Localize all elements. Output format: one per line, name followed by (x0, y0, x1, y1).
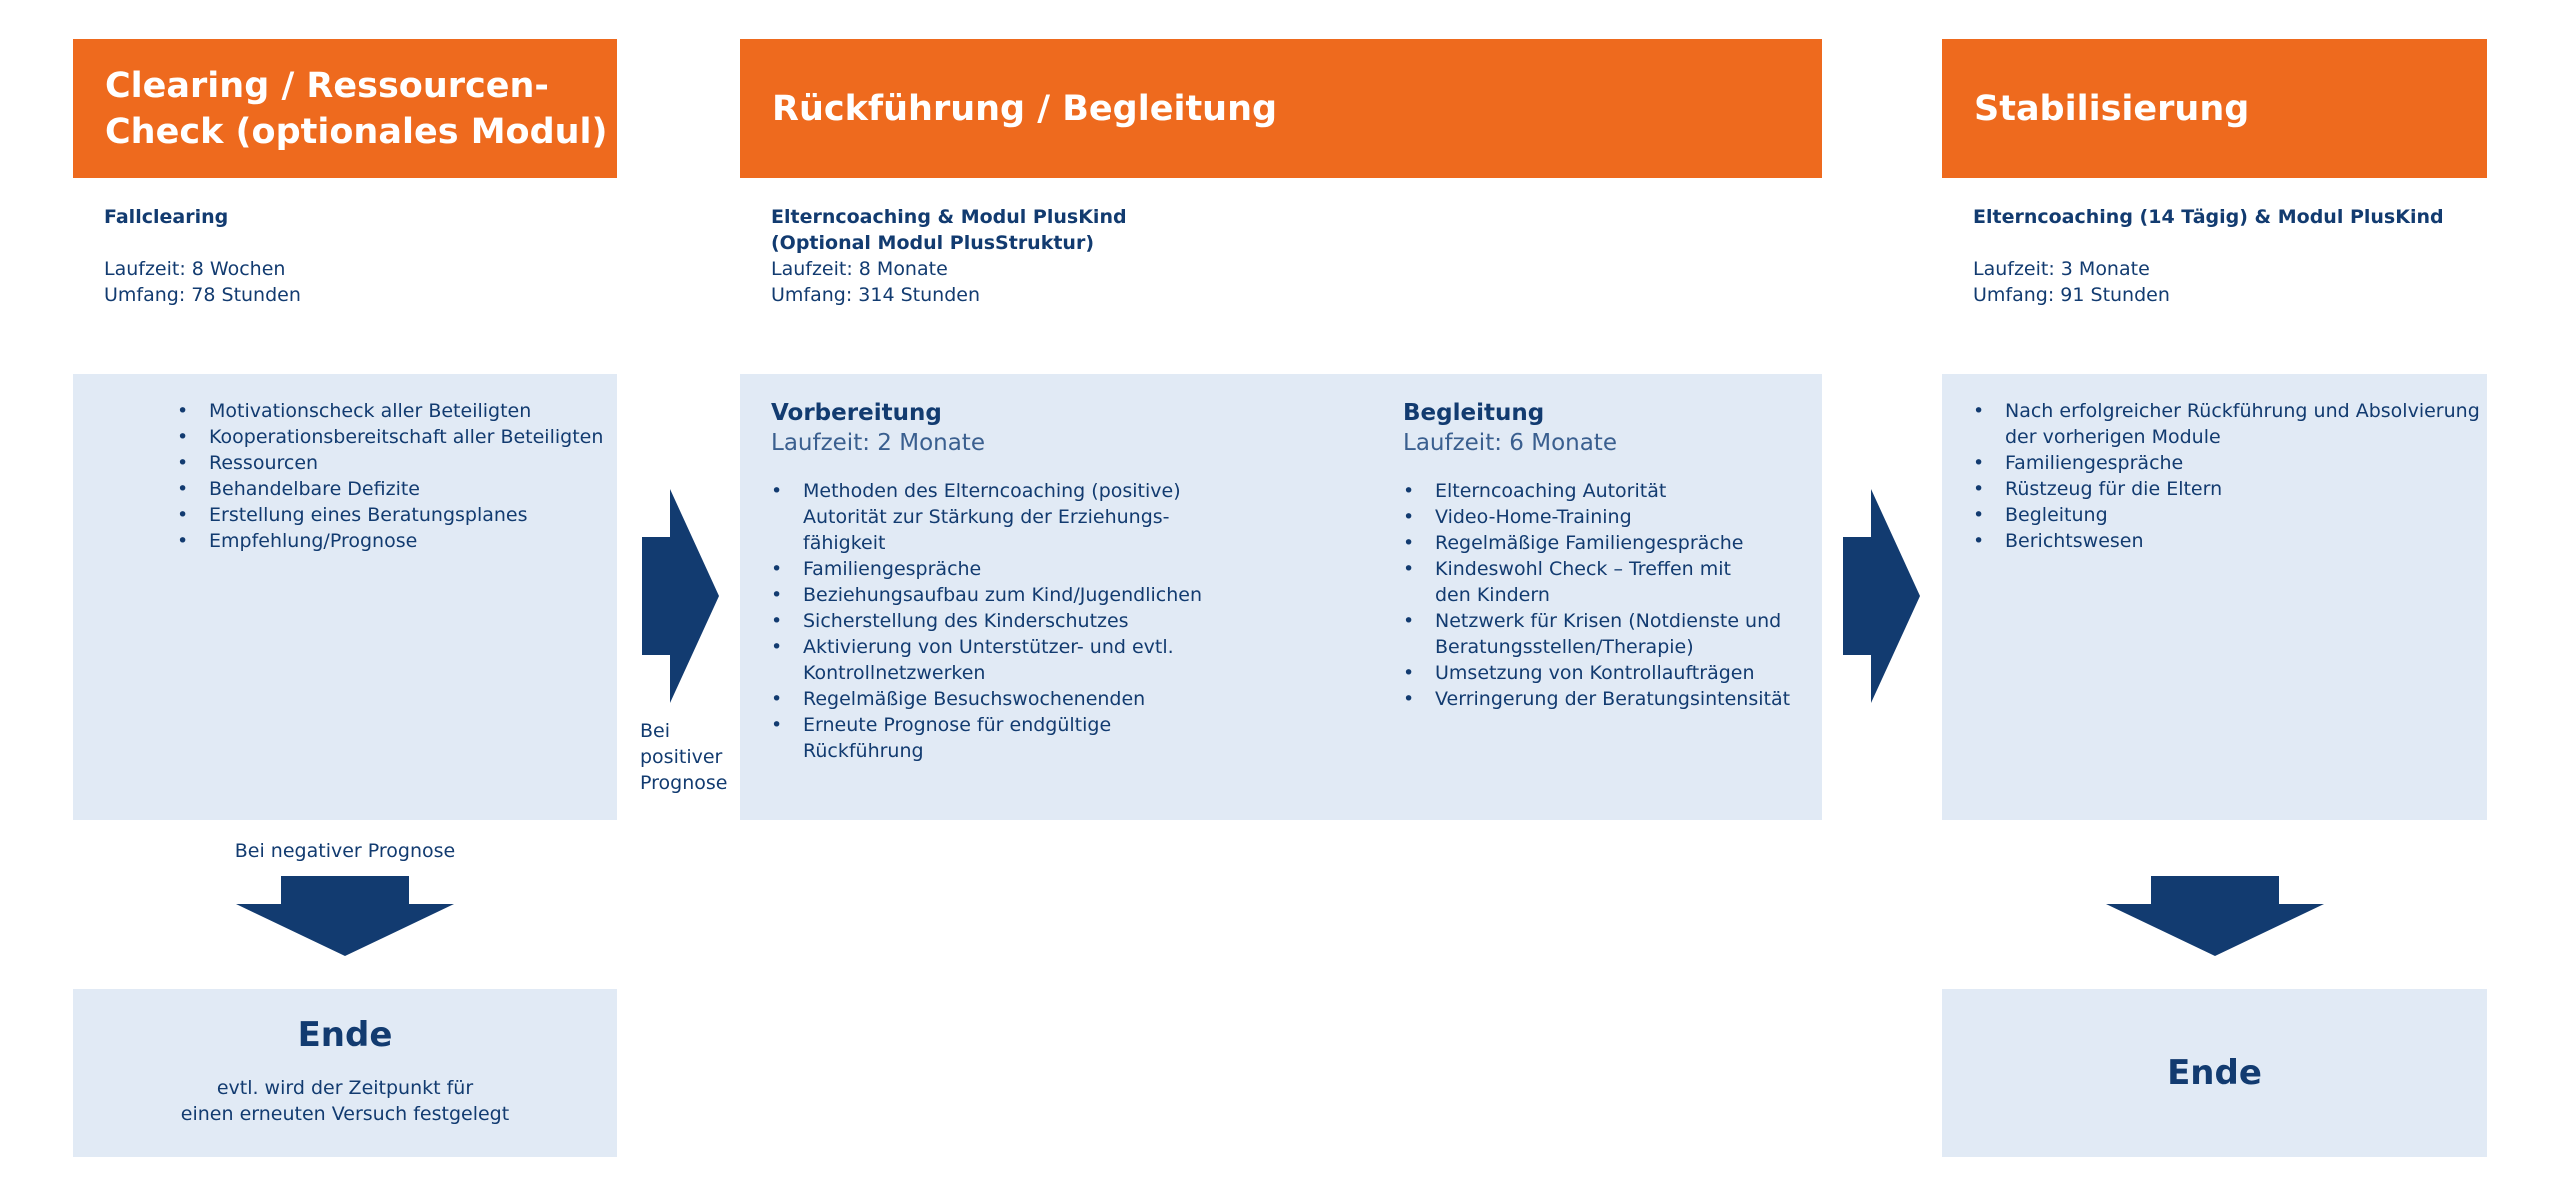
begleitung-laufzeit: Laufzeit: 6 Monate (1403, 430, 1617, 456)
vorbereitung-title: Vorbereitung (771, 400, 942, 426)
begleitung-bullet-item: • Video-Home-Training (1403, 504, 1803, 530)
stabilisierung-end-title: Ende (2167, 1053, 2262, 1093)
stabilisierung-header (1942, 39, 2487, 178)
begleitung-bullet-item: • Umsetzung von Kontrollaufträgen (1403, 660, 1803, 686)
clearing-content-box (73, 374, 617, 820)
stabilisierung-end-box (1942, 989, 2487, 1157)
stabilisierung-laufzeit: Laufzeit: 3 Monate (1973, 258, 2150, 280)
begleitung-bullet-list (1403, 478, 1803, 712)
vorbereitung-bullet-item: • Regelmäßige Besuchswochenenden (771, 686, 1371, 712)
begleitung-section (1403, 398, 1803, 712)
clearing-header-title: Clearing / Ressourcen- Check (optionales Modul) (105, 65, 608, 152)
stabilisierung-bullet-item: • Begleitung (1973, 502, 2487, 528)
clearing-info-title: Fallclearing (104, 206, 229, 228)
clearing-end-line1: evtl. wird der Zeitpunkt für (216, 1077, 474, 1099)
stabilisierung-umfang: Umfang: 91 Stunden (1973, 284, 2170, 306)
vorbereitung-bullet-item: • Methoden des Elterncoaching (positive) Autorität zur Stärkung der Erziehungs- fähigkeit (771, 478, 1371, 556)
begleitung-bullet-item: • Elterncoaching Autorität (1403, 478, 1803, 504)
rueckfuehrung-laufzeit: Laufzeit: 8 Monate (771, 258, 948, 280)
negative-prognosis-label: Bei negativer Prognose (234, 840, 456, 862)
clearing-info (104, 204, 604, 308)
begleitung-bullet-item: • Netzwerk für Krisen (Notdienste und Beratungsstellen/Therapie) (1403, 608, 1803, 660)
clearing-umfang: Umfang: 78 Stunden (104, 284, 301, 306)
begleitung-bullet-item: • Regelmäßige Familiengespräche (1403, 530, 1803, 556)
clearing-bullet-item: • Behandelbare Defizite (177, 476, 617, 502)
clearing-bullet-list (177, 398, 617, 554)
begleitung-bullet-item: • Kindeswohl Check – Treffen mit den Kindern (1403, 556, 1803, 608)
rueckfuehrung-info (771, 204, 1471, 308)
vorbereitung-bullet-item: • Erneute Prognose für endgültige Rückführung (771, 712, 1371, 764)
stabilisierung-bullet-item: • Familiengespräche (1973, 450, 2487, 476)
arrow-down-right-icon (2106, 876, 2324, 956)
rueckfuehrung-info-title-2: (Optional Modul PlusStruktur) (771, 232, 1095, 254)
positive-prognosis-label (640, 718, 730, 796)
clearing-end-title: Ende (297, 1015, 393, 1055)
positive-prognosis-line2: positiver (640, 746, 723, 768)
rueckfuehrung-umfang: Umfang: 314 Stunden (771, 284, 980, 306)
rueckfuehrung-content-box (740, 374, 1822, 820)
positive-prognosis-line1: Bei (640, 720, 671, 742)
stabilisierung-bullet-item: • Nach erfolgreicher Rückführung und Absolvierung der vorherigen Module (1973, 398, 2487, 450)
stabilisierung-bullet-item: • Berichtswesen (1973, 528, 2487, 554)
positive-prognosis-line3: Prognose (640, 772, 728, 794)
clearing-header (73, 39, 617, 178)
vorbereitung-bullet-list (771, 478, 1371, 764)
begleitung-title: Begleitung (1403, 400, 1545, 426)
stabilisierung-info (1973, 204, 2473, 308)
vorbereitung-bullet-item: • Beziehungsaufbau zum Kind/Jugendlichen (771, 582, 1371, 608)
clearing-bullet-item: • Empfehlung/Prognose (177, 528, 617, 554)
arrow-right-icon (1843, 489, 1920, 703)
stabilisierung-info-title: Elterncoaching (14 Tägig) & Modul PlusKind (1973, 206, 2444, 228)
arrow-right-icon (642, 489, 719, 703)
clearing-bullet-item: • Ressourcen (177, 450, 617, 476)
clearing-bullet-item: • Erstellung eines Beratungsplanes (177, 502, 617, 528)
arrow-down-left-icon (236, 876, 454, 956)
clearing-laufzeit: Laufzeit: 8 Wochen (104, 258, 286, 280)
vorbereitung-bullet-item: • Sicherstellung des Kinderschutzes (771, 608, 1371, 634)
stabilisierung-content-box (1942, 374, 2487, 820)
vorbereitung-section (771, 398, 1371, 764)
begleitung-bullet-item: • Verringerung der Beratungsintensität (1403, 686, 1803, 712)
rueckfuehrung-header (740, 39, 1822, 178)
stabilisierung-bullet-list (1973, 398, 2487, 554)
stabilisierung-header-title: Stabilisierung (1974, 88, 2250, 129)
vorbereitung-bullet-item: • Aktivierung von Unterstützer- und evtl. Kontrollnetzwerken (771, 634, 1371, 686)
clearing-end-box (73, 989, 617, 1157)
rueckfuehrung-info-title-1: Elterncoaching & Modul PlusKind (771, 206, 1127, 228)
clearing-end-line2: einen erneuten Versuch festgelegt (180, 1103, 510, 1125)
rueckfuehrung-header-title: Rückführung / Begleitung (772, 88, 1278, 129)
vorbereitung-laufzeit: Laufzeit: 2 Monate (771, 430, 985, 456)
clearing-bullet-item: • Kooperationsbereitschaft aller Beteiligten (177, 424, 617, 450)
vorbereitung-bullet-item: • Familiengespräche (771, 556, 1371, 582)
stabilisierung-bullet-item: • Rüstzeug für die Eltern (1973, 476, 2487, 502)
clearing-bullet-item: • Motivationscheck aller Beteiligten (177, 398, 617, 424)
